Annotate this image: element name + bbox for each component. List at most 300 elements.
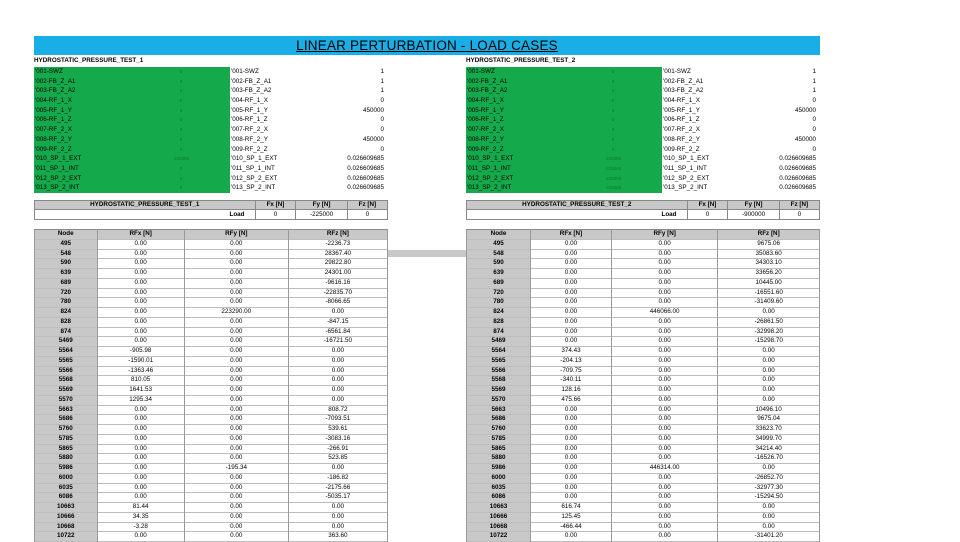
- case-row: [34, 174, 388, 184]
- node-id-cell: 5865: [467, 444, 531, 454]
- table-row: [467, 269, 820, 279]
- case-cell: '001-SWZ: [663, 68, 691, 75]
- node-id-cell: 5564: [467, 347, 531, 357]
- case-cell: '013_SP_2_INT: [34, 183, 132, 193]
- table-row: [35, 317, 388, 327]
- node-id-cell: 5566: [467, 366, 531, 376]
- case-cell: '010_SP_1_EXT: [34, 154, 132, 164]
- case-cell: '007-RF_2_X: [231, 126, 268, 134]
- reaction-value-cell: 0.00: [288, 376, 387, 386]
- node-id-cell: 720: [35, 288, 98, 298]
- reaction-value-cell: 0.00: [184, 298, 288, 308]
- reaction-value-cell: 0.00: [611, 512, 717, 522]
- reaction-value-cell: 0.00: [611, 483, 717, 493]
- reaction-value-cell: -340.11: [531, 376, 612, 386]
- reaction-value-cell: 0.00: [531, 278, 612, 288]
- reaction-value-cell: 0.00: [531, 464, 612, 474]
- case-row: [34, 183, 388, 193]
- case-cell: 0: [564, 145, 662, 155]
- reaction-value-cell: 0.00: [288, 308, 387, 318]
- reaction-header-cell: RFz [N]: [718, 230, 820, 240]
- reaction-value-cell: 0.00: [184, 259, 288, 269]
- case-row: [34, 67, 388, 77]
- reaction-value-cell: -32977.30: [718, 483, 820, 493]
- node-id-cell: 5565: [35, 356, 98, 366]
- reaction-value-cell: 0.00: [184, 493, 288, 503]
- case-cell: 0: [132, 77, 230, 87]
- load-case-panel-1: [34, 56, 388, 193]
- case-cell: '002-FB_Z_A1: [34, 77, 132, 87]
- case-row: [466, 145, 820, 155]
- reaction-value-cell: 0.00: [97, 308, 184, 318]
- reaction-value-cell: 0.00: [97, 239, 184, 249]
- case-cell: '005-RF_1_Y: [663, 106, 700, 114]
- reaction-table-header: [35, 230, 388, 240]
- reaction-value-cell: 475.66: [531, 395, 612, 405]
- node-id-cell: 5880: [35, 454, 98, 464]
- reaction-header-cell: RFz [N]: [288, 230, 387, 240]
- case-cell: '013_SP_2_INT: [466, 183, 564, 193]
- load-case-panel-2: [466, 56, 820, 193]
- node-id-cell: 5566: [35, 366, 98, 376]
- case-cell: '003-FB_Z_A2: [231, 87, 272, 95]
- node-id-cell: 5663: [467, 405, 531, 415]
- reaction-value-cell: 0.00: [611, 269, 717, 279]
- reaction-value-cell: 0.00: [97, 269, 184, 279]
- node-id-cell: 5865: [35, 444, 98, 454]
- reaction-value-cell: 0.00: [611, 405, 717, 415]
- table-row: [467, 337, 820, 347]
- reaction-value-cell: 0.00: [531, 288, 612, 298]
- node-id-cell: 720: [467, 288, 531, 298]
- reaction-value-cell: 0.00: [611, 278, 717, 288]
- load-header-cell: Fz [N]: [779, 201, 819, 210]
- reaction-value-cell: 0.00: [97, 288, 184, 298]
- table-row: [35, 327, 388, 337]
- reaction-value-cell: 29822.80: [288, 259, 387, 269]
- reaction-value-cell: 0.00: [611, 532, 717, 542]
- case-cell: '004-RF_1_X: [231, 97, 268, 105]
- reaction-value-cell: 0.00: [184, 278, 288, 288]
- reaction-value-cell: 0.00: [718, 308, 820, 318]
- case-cell: '013_SP_2_INT: [231, 184, 276, 192]
- case-cell: '008-RF_2_Y: [34, 135, 132, 145]
- reaction-value-cell: 0.00: [611, 376, 717, 386]
- table-row: [35, 493, 388, 503]
- case-cell: 0: [564, 67, 662, 77]
- node-id-cell: 495: [467, 239, 531, 249]
- reaction-value-cell: 0.00: [97, 483, 184, 493]
- load-header-cell: Fy [N]: [296, 201, 347, 210]
- case-cell: '005-RF_1_Y: [34, 106, 132, 116]
- case-cell: '011_SP_1_INT: [663, 164, 707, 172]
- node-id-cell: 5565: [467, 356, 531, 366]
- reaction-value-cell: 808.72: [288, 405, 387, 415]
- table-row: [35, 356, 388, 366]
- node-id-cell: 639: [467, 269, 531, 279]
- reaction-value-cell: 0.00: [97, 493, 184, 503]
- reaction-value-cell: 0.00: [718, 386, 820, 396]
- case-cell: 0.026609685: [779, 174, 816, 182]
- reaction-value-cell: 0.00: [184, 249, 288, 259]
- case-cell: '012_SP_2_EXT: [663, 174, 710, 182]
- reaction-value-cell: 0.00: [531, 493, 612, 503]
- case-cell: 450000: [362, 106, 384, 114]
- case-cell: '010_SP_1_EXT: [231, 155, 278, 163]
- node-id-cell: 5568: [467, 376, 531, 386]
- reaction-value-cell: 0.00: [611, 522, 717, 532]
- case-cell: '002-FB_Z_A1: [663, 77, 704, 85]
- case-cell: 450000: [794, 106, 816, 114]
- case-cell: '003-FB_Z_A2: [663, 87, 704, 95]
- load-header-cell: HYDROSTATIC_PRESSURE_TEST_1: [35, 201, 256, 210]
- case-cell: 0.026609685: [347, 184, 384, 192]
- case-row: [34, 154, 388, 164]
- case-cell: '007-RF_2_X: [663, 126, 700, 134]
- load-table-header: [35, 201, 388, 210]
- load-table-header: [467, 201, 820, 210]
- node-id-cell: 689: [35, 278, 98, 288]
- case-cell: -225000: [564, 174, 662, 184]
- case-cell: '001-SWZ: [231, 68, 259, 75]
- reaction-value-cell: 0.00: [97, 249, 184, 259]
- reaction-value-cell: 0.00: [184, 434, 288, 444]
- node-id-cell: 10663: [35, 503, 98, 513]
- case-cell: '009-RF_2_Z: [231, 145, 268, 153]
- table-row: [35, 337, 388, 347]
- reaction-value-cell: 0.00: [184, 337, 288, 347]
- reaction-value-cell: 0.00: [288, 503, 387, 513]
- reaction-value-cell: -9616.16: [288, 278, 387, 288]
- load-row: [35, 210, 388, 219]
- case-cell: '002-FB_Z_A1: [231, 77, 272, 85]
- reaction-value-cell: 0.00: [288, 386, 387, 396]
- table-row: [467, 493, 820, 503]
- node-id-cell: 5986: [467, 464, 531, 474]
- reaction-value-cell: 0.00: [718, 356, 820, 366]
- reaction-value-cell: 446314.00: [611, 464, 717, 474]
- table-row: [35, 425, 388, 435]
- node-id-cell: 689: [467, 278, 531, 288]
- node-id-cell: 828: [35, 317, 98, 327]
- case-cell: '004-RF_1_X: [663, 97, 700, 105]
- case-cell: 0: [132, 106, 230, 116]
- reaction-value-cell: 0.00: [184, 454, 288, 464]
- reaction-value-cell: 0.00: [611, 425, 717, 435]
- reaction-value-cell: 0.00: [97, 444, 184, 454]
- case-cell: 0: [564, 86, 662, 96]
- table-row: [467, 444, 820, 454]
- reaction-value-cell: 0.00: [288, 366, 387, 376]
- table-row: [35, 376, 388, 386]
- case-cell: 0: [132, 174, 230, 184]
- reaction-value-cell: 0.00: [611, 395, 717, 405]
- reaction-value-cell: -32998.20: [718, 327, 820, 337]
- case-cell: '010_SP_1_EXT: [663, 155, 710, 163]
- table-row: [35, 522, 388, 532]
- load-cell: -900000: [728, 210, 779, 219]
- load-cell: 0: [255, 210, 296, 219]
- case-title: HYDROSTATIC_PRESSURE_TEST_2: [466, 57, 576, 64]
- node-id-cell: 5785: [467, 434, 531, 444]
- reaction-value-cell: -186.82: [288, 473, 387, 483]
- reaction-value-cell: 0.00: [97, 405, 184, 415]
- table-row: [467, 249, 820, 259]
- reaction-value-cell: 0.00: [184, 317, 288, 327]
- case-cell: 0: [132, 96, 230, 106]
- node-id-cell: 5663: [35, 405, 98, 415]
- case-cell: '005-RF_1_Y: [231, 106, 268, 114]
- table-row: [467, 317, 820, 327]
- reaction-value-cell: 0.00: [611, 503, 717, 513]
- node-id-cell: 5569: [35, 386, 98, 396]
- reaction-value-cell: 1295.34: [97, 395, 184, 405]
- table-row: [35, 434, 388, 444]
- reaction-value-cell: -466.44: [531, 522, 612, 532]
- node-id-cell: 548: [467, 249, 531, 259]
- case-cell: '011_SP_1_INT: [34, 164, 132, 174]
- reaction-value-cell: 0.00: [611, 347, 717, 357]
- table-row: [467, 356, 820, 366]
- reaction-value-cell: 0.00: [184, 522, 288, 532]
- reaction-value-cell: 0.00: [184, 395, 288, 405]
- reaction-value-cell: 34214.40: [718, 444, 820, 454]
- table-row: [35, 347, 388, 357]
- case-row: [34, 125, 388, 135]
- table-row: [35, 366, 388, 376]
- reaction-header-cell: RFx [N]: [97, 230, 184, 240]
- case-cell: 0: [132, 164, 230, 174]
- node-id-cell: 548: [35, 249, 98, 259]
- reaction-value-cell: 0.00: [531, 405, 612, 415]
- reaction-value-cell: 0.00: [718, 376, 820, 386]
- case-cell: 450000: [794, 135, 816, 143]
- table-row: [35, 259, 388, 269]
- table-row: [35, 288, 388, 298]
- reaction-value-cell: 0.00: [97, 317, 184, 327]
- reaction-value-cell: 0.00: [718, 512, 820, 522]
- table-row: [467, 395, 820, 405]
- reaction-value-cell: 0.00: [184, 532, 288, 542]
- reaction-value-cell: 0.00: [97, 464, 184, 474]
- reaction-value-cell: 0.00: [531, 239, 612, 249]
- reaction-value-cell: 0.00: [97, 415, 184, 425]
- case-row: [466, 77, 820, 87]
- node-id-cell: 5760: [467, 425, 531, 435]
- case-row: [466, 183, 820, 193]
- table-row: [35, 464, 388, 474]
- reaction-value-cell: 374.43: [531, 347, 612, 357]
- reaction-value-cell: -16551.60: [718, 288, 820, 298]
- load-header-cell: Fz [N]: [347, 201, 387, 210]
- table-row: [467, 503, 820, 513]
- reaction-value-cell: -6561.84: [288, 327, 387, 337]
- reaction-value-cell: 0.00: [531, 317, 612, 327]
- reaction-value-cell: -5035.17: [288, 493, 387, 503]
- reaction-value-cell: 0.00: [611, 444, 717, 454]
- node-id-cell: 10722: [35, 532, 98, 542]
- node-id-cell: 828: [467, 317, 531, 327]
- node-id-cell: 824: [35, 308, 98, 318]
- case-cell: 0: [812, 97, 816, 105]
- table-row: [35, 269, 388, 279]
- reaction-value-cell: -905.98: [97, 347, 184, 357]
- case-row: [34, 106, 388, 116]
- case-cell: -225000: [132, 154, 230, 164]
- table-row: [35, 405, 388, 415]
- load-cell: 0: [779, 210, 819, 219]
- case-cell: '001-SWZ: [466, 67, 564, 77]
- table-row: [467, 288, 820, 298]
- node-id-cell: 5986: [35, 464, 98, 474]
- case-row: [466, 106, 820, 116]
- case-cell: 0: [132, 115, 230, 125]
- node-id-cell: 6035: [467, 483, 531, 493]
- node-id-cell: 6000: [35, 473, 98, 483]
- node-id-cell: 6086: [467, 493, 531, 503]
- reaction-value-cell: 34999.70: [718, 434, 820, 444]
- table-row: [467, 415, 820, 425]
- reaction-value-cell: -16721.50: [288, 337, 387, 347]
- case-cell: 1: [380, 77, 384, 85]
- case-cell: 0: [812, 116, 816, 124]
- table-row: [467, 308, 820, 318]
- load-cell: Load: [35, 210, 256, 219]
- table-row: [467, 239, 820, 249]
- load-row: [467, 210, 820, 219]
- reaction-value-cell: 34303.10: [718, 259, 820, 269]
- reaction-value-cell: 0.00: [184, 473, 288, 483]
- reaction-value-cell: -31401.20: [718, 532, 820, 542]
- node-id-cell: 10663: [467, 503, 531, 513]
- case-cell: '004-RF_1_X: [466, 96, 564, 106]
- reaction-value-cell: -16526.70: [718, 454, 820, 464]
- reaction-value-cell: 523.85: [288, 454, 387, 464]
- case-row: [34, 164, 388, 174]
- node-id-cell: 5785: [35, 434, 98, 444]
- case-cell: 0: [132, 67, 230, 77]
- table-row: [467, 327, 820, 337]
- reaction-value-cell: 0.00: [611, 259, 717, 269]
- table-row: [467, 405, 820, 415]
- reaction-value-cell: -22835.70: [288, 288, 387, 298]
- case-cell: 0: [132, 135, 230, 145]
- case-row: [34, 86, 388, 96]
- reaction-value-cell: -195.34: [184, 464, 288, 474]
- reaction-value-cell: 0.00: [97, 425, 184, 435]
- load-cell: Load: [467, 210, 688, 219]
- case-cell: 0: [564, 106, 662, 116]
- reaction-value-cell: 0.00: [288, 512, 387, 522]
- reaction-table: [34, 229, 388, 542]
- case-cell: '008-RF_2_Y: [663, 135, 700, 143]
- reaction-value-cell: 0.00: [97, 298, 184, 308]
- table-row: [35, 473, 388, 483]
- reaction-value-cell: 0.00: [611, 415, 717, 425]
- reaction-value-cell: 0.00: [184, 327, 288, 337]
- table-row: [35, 395, 388, 405]
- reaction-value-cell: -204.13: [531, 356, 612, 366]
- case-cell: 0: [132, 145, 230, 155]
- reaction-value-cell: 0.00: [611, 386, 717, 396]
- reaction-value-cell: -15294.50: [718, 493, 820, 503]
- case-cell: 0.026609685: [347, 174, 384, 182]
- reaction-value-cell: 35083.60: [718, 249, 820, 259]
- case-cell: 0: [380, 97, 384, 105]
- reaction-value-cell: 0.00: [718, 464, 820, 474]
- reaction-value-cell: 0.00: [611, 337, 717, 347]
- case-cell: 1: [812, 87, 816, 95]
- reaction-value-cell: 0.00: [611, 356, 717, 366]
- case-cell: '009-RF_2_Z: [34, 145, 132, 155]
- case-cell: 0: [132, 125, 230, 135]
- node-id-cell: 5469: [467, 337, 531, 347]
- reaction-value-cell: 0.00: [531, 483, 612, 493]
- case-cell: '007-RF_2_X: [34, 125, 132, 135]
- reaction-table-header: [467, 230, 820, 240]
- connector-bar: [388, 250, 466, 257]
- case-row: [34, 96, 388, 106]
- case-cell: 0: [812, 145, 816, 153]
- load-header-cell: Fy [N]: [728, 201, 779, 210]
- reaction-value-cell: 0.00: [97, 434, 184, 444]
- reaction-value-cell: 0.00: [288, 522, 387, 532]
- reaction-value-cell: 128.16: [531, 386, 612, 396]
- reaction-value-cell: 10445.00: [718, 278, 820, 288]
- node-id-cell: 780: [467, 298, 531, 308]
- reaction-value-cell: 0.00: [184, 415, 288, 425]
- reaction-value-cell: 0.00: [718, 366, 820, 376]
- case-row: [466, 174, 820, 184]
- table-row: [35, 298, 388, 308]
- reaction-value-cell: 10496.10: [718, 405, 820, 415]
- case-cell: 0.026609685: [779, 164, 816, 172]
- case-row: [466, 67, 820, 77]
- reaction-value-cell: 0.00: [531, 434, 612, 444]
- reaction-value-cell: 0.00: [531, 298, 612, 308]
- case-cell: -225000: [564, 164, 662, 174]
- case-cell: 0: [564, 96, 662, 106]
- case-cell: 0: [380, 116, 384, 124]
- table-row: [35, 278, 388, 288]
- reaction-value-cell: 0.00: [611, 493, 717, 503]
- case-cell: '002-FB_Z_A1: [466, 77, 564, 87]
- node-id-cell: 5570: [467, 395, 531, 405]
- case-cell: -225000: [564, 183, 662, 193]
- reaction-value-cell: 28367.40: [288, 249, 387, 259]
- reaction-value-cell: 0.00: [611, 249, 717, 259]
- node-id-cell: 874: [467, 327, 531, 337]
- case-cell: '006-RF_1_Z: [34, 115, 132, 125]
- reaction-value-cell: 0.00: [184, 269, 288, 279]
- reaction-value-cell: 81.44: [97, 503, 184, 513]
- case-cell: '012_SP_2_EXT: [34, 174, 132, 184]
- reaction-value-cell: -31409.60: [718, 298, 820, 308]
- node-id-cell: 639: [35, 269, 98, 279]
- reaction-value-cell: 0.00: [531, 249, 612, 259]
- reaction-value-cell: 0.00: [531, 532, 612, 542]
- table-row: [35, 308, 388, 318]
- case-cell: '009-RF_2_Z: [466, 145, 564, 155]
- table-row: [35, 386, 388, 396]
- node-id-cell: 5564: [35, 347, 98, 357]
- case-row: [466, 135, 820, 145]
- table-row: [467, 278, 820, 288]
- load-table: [34, 200, 388, 220]
- case-cell: 0: [132, 183, 230, 193]
- table-row: [35, 239, 388, 249]
- reaction-value-cell: 0.00: [718, 395, 820, 405]
